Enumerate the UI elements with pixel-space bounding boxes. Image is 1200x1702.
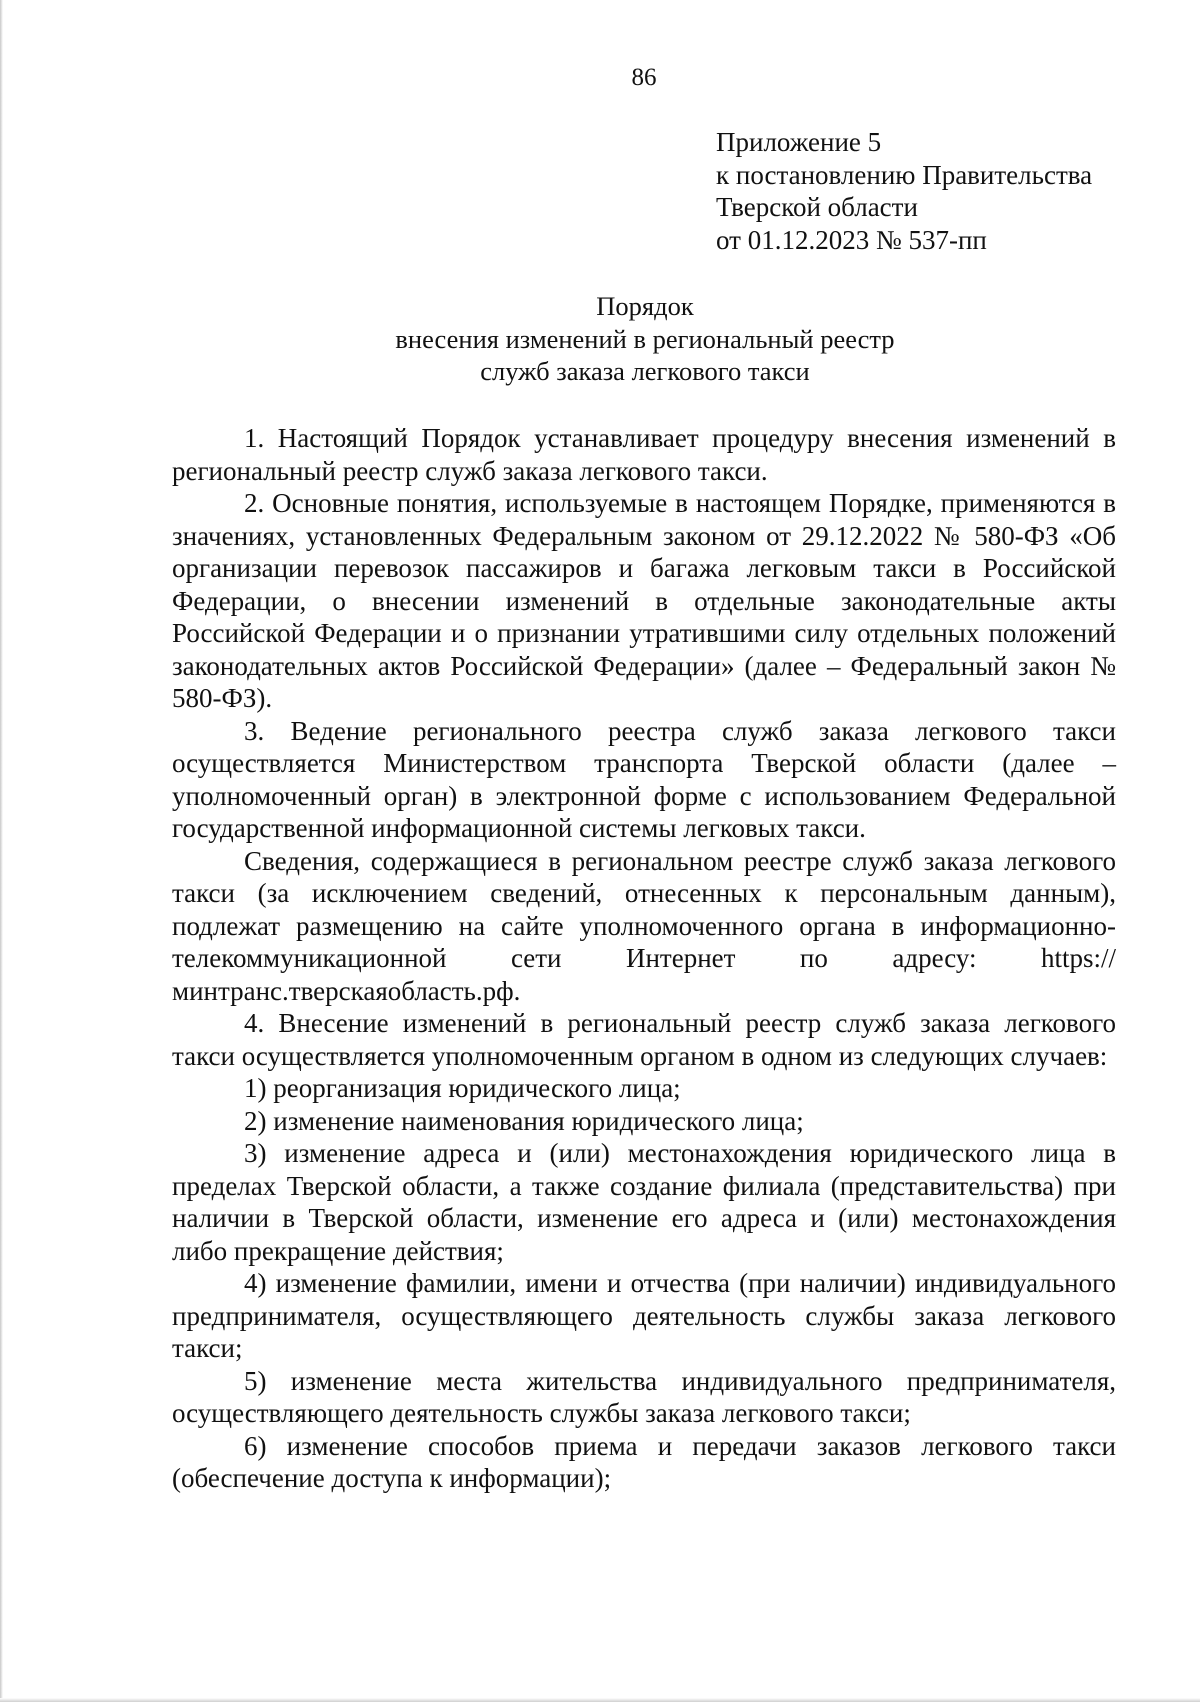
list-item-3: 3) изменение адреса и (или) местонахождения юридического лица в пределах Тверской области, а также создание филиала (представительства) при наличии в Тверской области, изменение его адреса и (или) местонахождения либо прекращение действия; — [172, 1138, 1116, 1266]
paragraph-4: Сведения, содержащиеся в региональном реестре служб заказа легкового такси (за исключением сведений, отнесенных к персональным данным), подлежат размещению на сайте уполномоченного органа в информационно-телекоммуникационной сети Интернет по адресу: https://минтранс.тверскаяобласть.рф. — [172, 845, 1116, 1006]
title-line-1: Порядок — [596, 291, 694, 321]
scan-bottom-edge — [0, 1698, 1200, 1702]
page-number: 86 — [631, 64, 657, 91]
title-line-2: внесения изменений в региональный реестр — [395, 323, 895, 354]
title-line-3: служб заказа легкового такси — [480, 356, 810, 386]
list-item-6: 6) изменение способов приема и передачи заказов легкового такси (обеспечение доступа к информации); — [172, 1430, 1116, 1493]
scan-left-edge — [0, 0, 3, 1702]
list-item-5: 5) изменение места жительства индивидуального предпринимателя, осуществляющего деятельность службы заказа легкового такси; — [172, 1365, 1116, 1428]
appendix-block — [716, 126, 1092, 256]
paragraph-3: 3. Ведение регионального реестра служб заказа легкового такси осуществляется Министерством транспорта Тверской области (далее – уполномоченный орган) в электронной форме с использованием Федеральной государственной информационной системы легковых такси. — [172, 715, 1116, 843]
document-body — [172, 422, 1116, 1495]
appendix-line-3: Тверской области — [716, 192, 918, 222]
appendix-line-4: от 01.12.2023 № 537-пп — [716, 224, 987, 255]
paragraph-1: 1. Настоящий Порядок устанавливает процедуру внесения изменений в региональный реестр служб заказа легкового такси. — [172, 423, 1116, 486]
document-title — [150, 290, 1140, 388]
list-item-1: 1) реорганизация юридического лица; — [244, 1073, 681, 1103]
appendix-line-2: к постановлению Правительства — [716, 159, 1093, 190]
list-item-4: 4) изменение фамилии, имени и отчества (при наличии) индивидуального предпринимателя, осуществляющего деятельность службы заказа легкового такси; — [172, 1268, 1116, 1363]
paragraph-5: 4. Внесение изменений в региональный реестр служб заказа легкового такси осуществляется уполномоченным органом в одном из следующих случаев: — [172, 1008, 1116, 1071]
appendix-line-1: Приложение 5 — [716, 127, 882, 157]
paragraph-2: 2. Основные понятия, используемые в настоящем Порядке, применяются в значениях, установленных Федеральным законом от 29.12.2022 № 580-ФЗ «Об организации перевозок пассажиров и багажа легковым такси в Российской Федерации, о внесении изменений в отдельные законодательные акты Российской Федерации и о признании утратившими силу отдельных положений законодательных актов Российской Федерации» (далее – Федеральный закон № 580-ФЗ). — [172, 488, 1116, 713]
list-item-2: 2) изменение наименования юридического лица; — [244, 1105, 804, 1136]
